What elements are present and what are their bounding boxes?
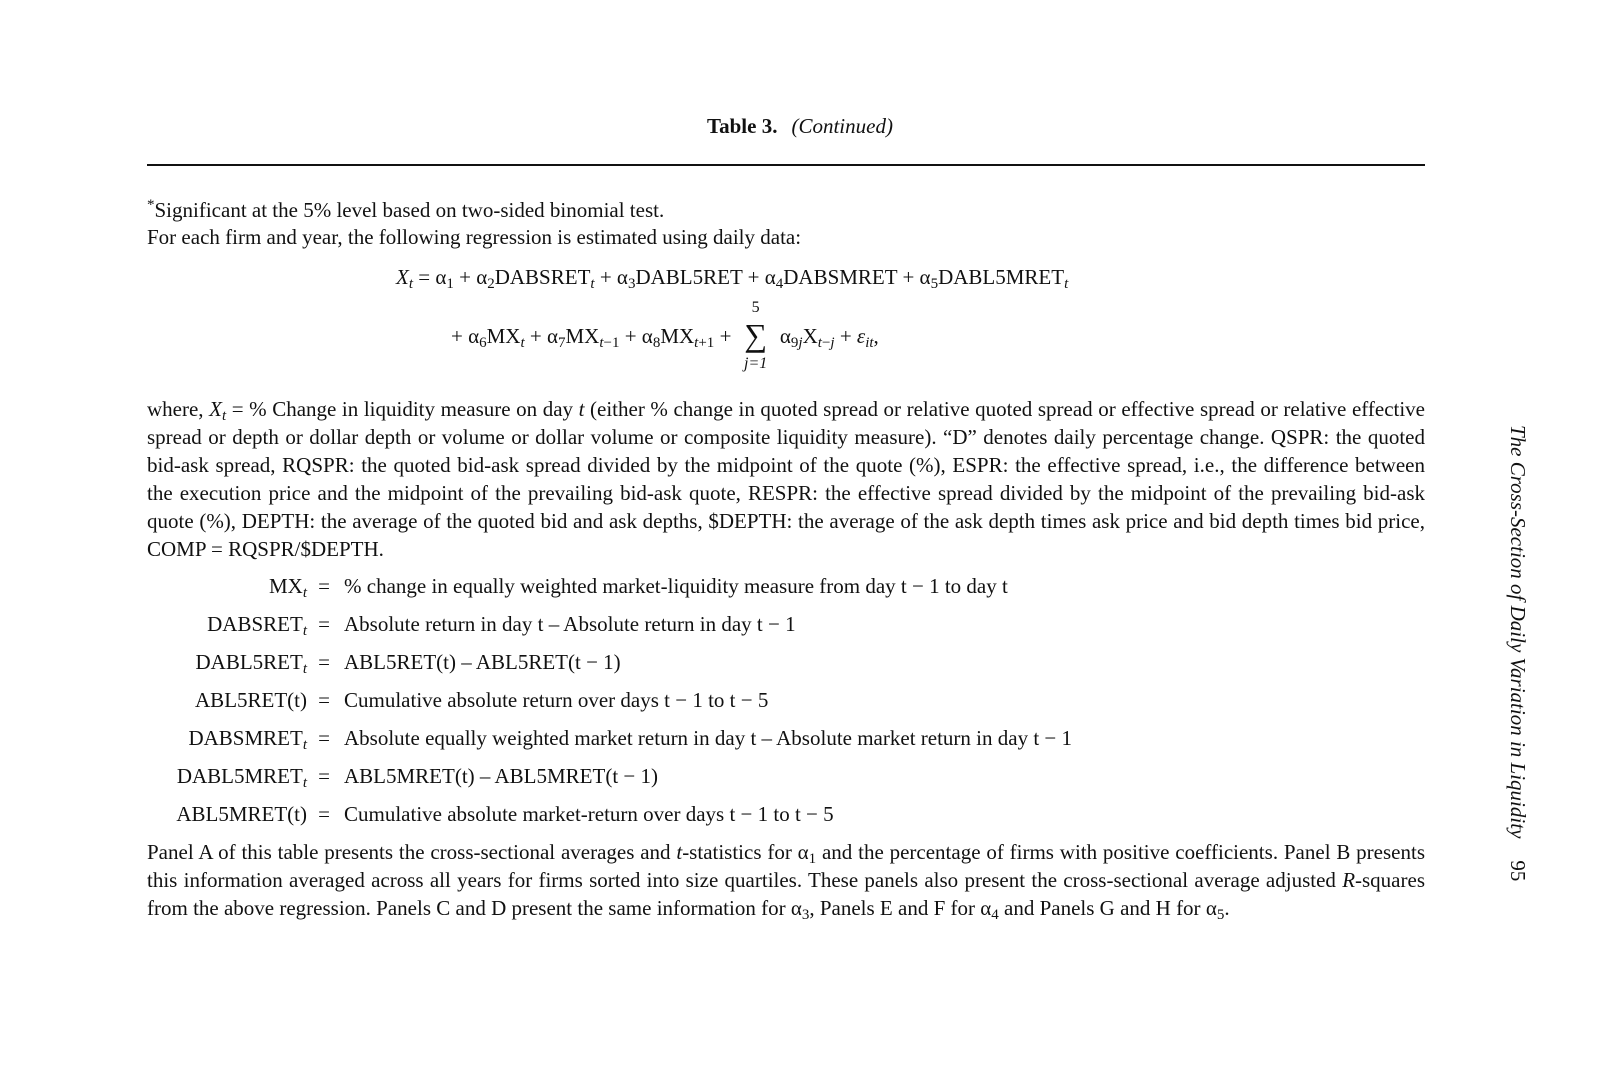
definition-row (147, 800, 1425, 838)
definition-row (147, 686, 1425, 724)
definition-equals: = (318, 802, 330, 826)
running-head-title: The Cross-Section of Daily Variation in Liquidity (1506, 425, 1530, 839)
definition-equals: = (318, 688, 330, 712)
definition-meaning: ABL5MRET(t) – ABL5MRET(t − 1) (344, 764, 658, 788)
definition-row (147, 610, 1425, 648)
definition-term: ABL5MRET(t) (176, 802, 307, 826)
definition-term: $DABL5MRET_t$ (176, 764, 307, 791)
definition-meaning: Cumulative absolute market-return over days t − 1 to t − 5 (344, 802, 834, 826)
table-label: Table 3. (707, 114, 778, 138)
panel-description-paragraph: Panel A of this table presents the cross-sectional averages and t-statistics for $\alpha_1$ and the percentage of firms with positive coefficients. Panel B presents this information averaged across all years for firms sorted into size quartiles. These panels also present the cross-sectional average adjusted R-squares from the above regression. Panels C and D present the same information for $\alpha_3$, Panels E and F for $\alpha_4$ and Panels G and H for $\alpha_5$. (147, 840, 1425, 923)
regression-equation-line-2: + $\alpha_6MX_t + \alpha_7MX_{t-1} + \alpha_8MX_{t+1}$ + 5 ∑ j=1 $\alpha_{9j}X_{t-j} + \varepsilon_{it}$, (451, 299, 879, 372)
definition-equals: = (318, 726, 330, 750)
continued-label: (Continued) (791, 114, 893, 138)
definition-row (147, 762, 1425, 800)
definition-term: $DABSMRET_t$ (188, 726, 307, 753)
definition-equals: = (318, 574, 330, 598)
definition-equals: = (318, 612, 330, 636)
definition-term: ABL5RET(t) (195, 688, 307, 712)
running-head (1502, 425, 1530, 975)
table-title (0, 114, 1600, 139)
regression-equation-line-1: $X_t = \alpha_1$ + $\alpha_2DABSRET_t$ + $\alpha_3DABL5RET$ + $\alpha_4DABSMRET$ + $\alpha_5DABL5MRET_t$ (396, 265, 1069, 292)
table-rule (147, 164, 1425, 166)
definition-term: $MX_t$ (268, 574, 307, 601)
page-number: 95 (1506, 860, 1530, 882)
definition-row (147, 572, 1425, 610)
definition-term: $DABSRET_t$ (207, 612, 307, 639)
definition-term: $DABL5RET_t$ (195, 650, 307, 677)
definition-row (147, 648, 1425, 686)
asterisk: * (147, 197, 155, 213)
definition-meaning: % change in equally weighted market-liquidity measure from day t − 1 to day t (344, 574, 1008, 598)
definitions-list (147, 572, 1425, 838)
definition-meaning: Cumulative absolute return over days t − 1 to t − 5 (344, 688, 769, 712)
definition-row (147, 724, 1425, 762)
definition-meaning: Absolute equally weighted market return in day t – Absolute market return in day t − 1 (344, 726, 1072, 750)
summation-symbol: 5 ∑ j=1 (744, 299, 768, 372)
intro-note: For each firm and year, the following regression is estimated using daily data: (147, 225, 802, 249)
variable-description-paragraph: where, $X_t$ = % Change in liquidity measure on day t (either % change in quoted spread or relative quoted spread or effective spread or relative effective spread or depth or dollar depth or volume or dollar volume or composite liquidity measure). “D” denotes daily percentage change. QSPR: the quoted bid-ask spread, RQSPR: the quoted bid-ask spread divided by the midpoint of the quote (%), ESPR: the effective spread, i.e., the difference between the execution price and the midpoint of the prevailing bid-ask quote, RESPR: the effective spread divided by the midpoint of the prevailing bid-ask quote (%), DEPTH: the average of the quoted bid and ask depths, $DEPTH: the average of the ask depth times ask price and bid depth times bid price, COMP = RQSPR/$DEPTH. (147, 397, 1425, 561)
definition-equals: = (318, 650, 330, 674)
definition-meaning: ABL5RET(t) – ABL5RET(t − 1) (344, 650, 621, 674)
definition-meaning: Absolute return in day t – Absolute return in day t − 1 (344, 612, 796, 636)
significance-text: Significant at the 5% level based on two-sided binomial test. (154, 198, 665, 222)
significance-note (147, 196, 1425, 224)
definition-equals: = (318, 764, 330, 788)
